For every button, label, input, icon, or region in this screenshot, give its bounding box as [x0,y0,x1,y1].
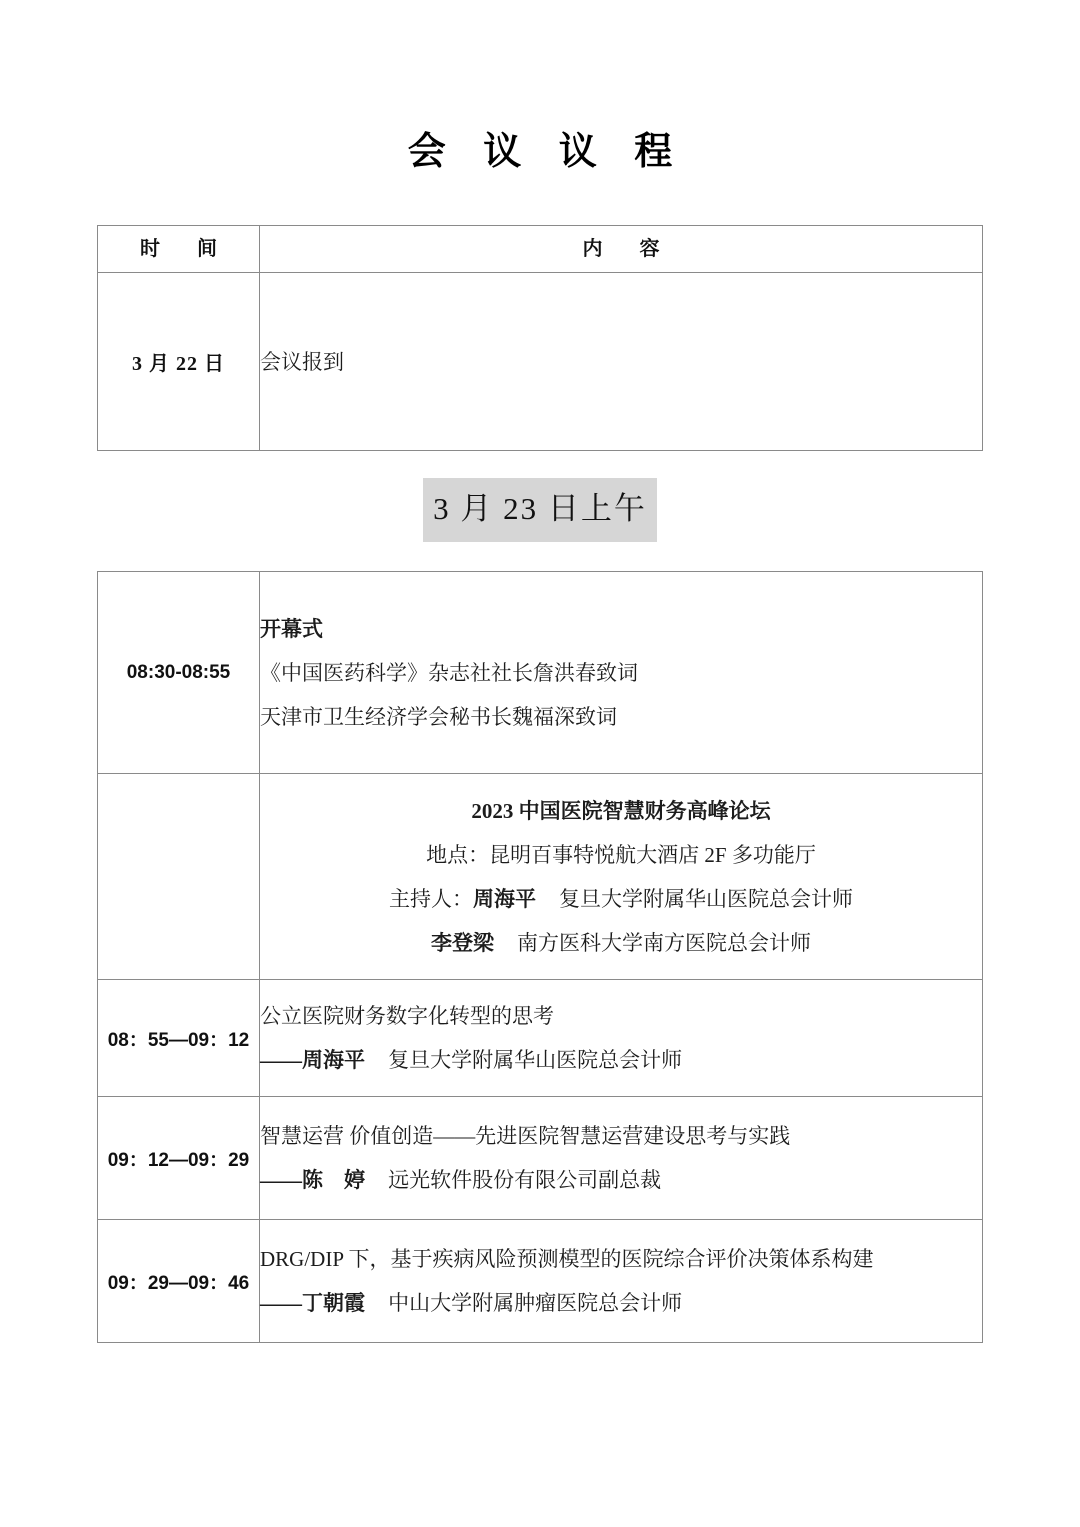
forum-host-1-org: 复旦大学附属华山医院总会计师 [559,886,854,911]
session-org: 复旦大学附属华山医院总会计师 [388,1048,683,1072]
row-time: 09：12—09：29 [98,1097,260,1220]
row-time: 08：55—09：12 [98,980,260,1097]
row-content [260,572,983,774]
row-content [260,980,983,1097]
forum-host-label: 主持人： [388,886,473,911]
session-org: 远光软件股份有限公司副总裁 [388,1168,662,1192]
session-topic: 公立医院财务数字化转型的思考 [260,1004,554,1028]
forum-venue-label: 地点： [426,842,490,867]
row-time: 3 月 22 日 [98,273,260,451]
forum-venue: 昆明百事特悦航大酒店 2F 多功能厅 [489,842,816,867]
row-content-line: 会议报到 [260,349,344,374]
opening-speech-1: 《中国医药科学》杂志社社长詹洪春致词 [260,660,638,685]
forum-venue-line [260,833,982,877]
session-speaker: ——陈 婷 [260,1168,365,1192]
agenda-table-day-two [97,571,983,1343]
row-time-empty [98,774,260,980]
table-header-row [98,226,983,273]
opening-speech-2: 天津市卫生经济学会秘书长魏福深致词 [260,704,617,729]
session-topic: DRG/DIP 下，基于疾病风险预测模型的医院综合评价决策体系构建 [260,1247,874,1271]
session-speaker: ——周海平 [260,1048,365,1072]
row-time: 09：29—09：46 [98,1220,260,1343]
forum-block [260,774,983,980]
header-time: 时 间 [98,226,260,273]
row-content [260,273,983,451]
row-content [260,1097,983,1220]
forum-host-2-name: 李登梁 [430,930,494,955]
session-speaker-line [260,1038,982,1082]
forum-host-line-2 [260,921,982,965]
row-content [260,1220,983,1343]
header-content: 内 容 [260,226,983,273]
forum-title: 2023 中国医院智慧财务高峰论坛 [471,798,771,823]
session-speaker-line [260,1158,982,1202]
page-title: 会 议 议 程 [407,131,687,173]
session-org: 中山大学附属肿瘤医院总会计师 [388,1291,683,1315]
agenda-table-day-one [97,225,983,451]
forum-host-line-1 [260,877,982,921]
session-topic: 智慧运营 价值创造——先进医院智慧运营建设思考与实践 [260,1124,791,1148]
forum-host-2-org: 南方医科大学南方医院总会计师 [517,930,812,955]
forum-host-1-name: 周海平 [472,886,536,911]
session-speaker-line [260,1281,982,1325]
table-row-forum [98,774,983,980]
table-row-opening [98,572,983,774]
table-row-session [98,1220,983,1343]
table-row [98,273,983,451]
date-heading-container [0,478,1080,542]
opening-title: 开幕式 [260,616,323,641]
table-row-session [98,980,983,1097]
date-heading: 3 月 23 日上午 [423,478,657,542]
session-speaker: ——丁朝霞 [260,1291,365,1315]
table-row-session [98,1097,983,1220]
row-time: 08:30-08:55 [98,572,260,774]
